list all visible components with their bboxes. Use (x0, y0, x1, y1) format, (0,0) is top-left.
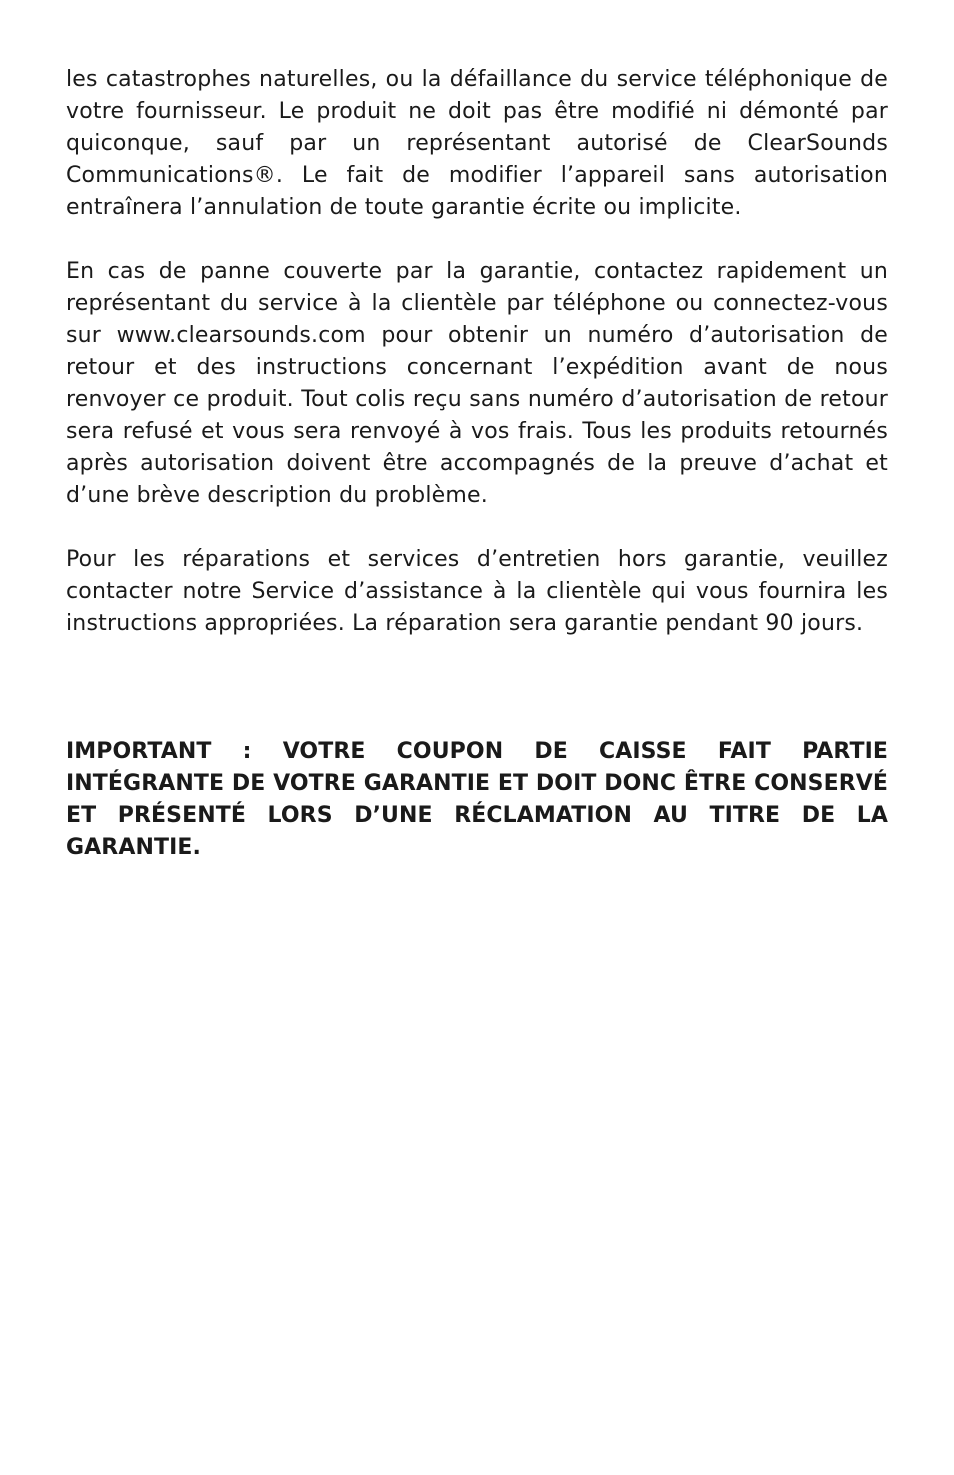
paragraph-warranty-return: En cas de panne couverte par la garantie, contactez rapidement un représentant du service à la clientèle par téléphone ou connectez-vous sur www.clearsounds.com pour obtenir un numéro d’autorisation de retour et des instructions concernant l’expédition avant de nous renvoyer ce produit. Tout colis reçu sans numéro d’autorisation de retour sera refusé et vous sera renvoyé à vos frais. Tous les produits retournés après autorisation doivent être accompagnés de la preuve d’achat et d’une brève description du problème. (66, 259, 888, 508)
paragraph-tampering-clause: les catastrophes naturelles, ou la défaillance du service téléphonique de votre fournisseur. Le produit ne doit pas être modifié ni démonté par quiconque, sauf par un représentant autorisé de ClearSounds Communications®. Le fait de modifier l’appareil sans autorisation entraînera l’annulation de toute garantie écrite ou implicite. (66, 67, 888, 220)
document-page (66, 64, 888, 886)
important-receipt-notice: IMPORTANT : VOTRE COUPON DE CAISSE FAIT PARTIE INTÉGRANTE DE VOTRE GARANTIE ET DOIT DONC ÊTRE CONSERVÉ ET PRÉSENTÉ LORS D’UNE RÉCLAMATION AU TITRE DE LA GARANTIE. (66, 739, 889, 860)
paragraph-out-of-warranty-repairs: Pour les réparations et services d’entretien hors garantie, veuillez contacter notre Service d’assistance à la clientèle qui vous fournira les instructions appropriées. La réparation sera garantie pendant 90 jours. (66, 547, 888, 636)
